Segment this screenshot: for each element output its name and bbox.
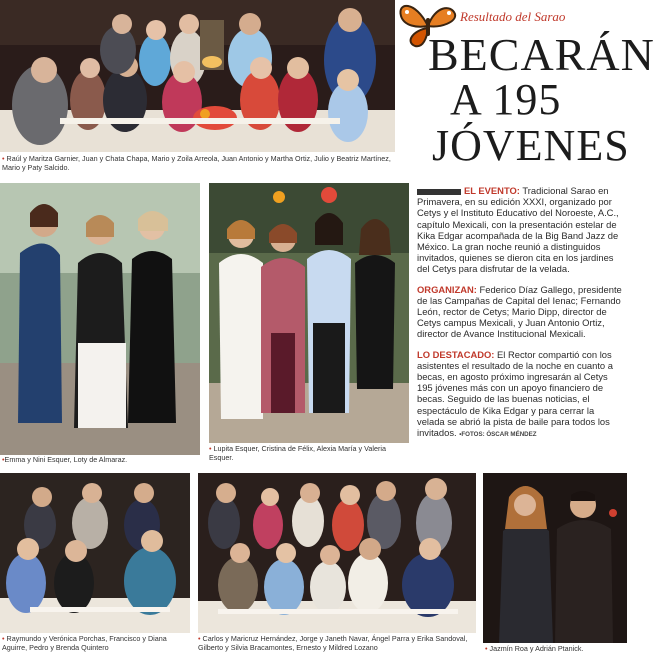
caption-bullet: •: [485, 644, 488, 653]
lupita-photo: [209, 183, 409, 443]
raymundo-caption: [2, 635, 192, 652]
top-group-photo: [0, 0, 395, 152]
photo-credit: •FOTOS: ÓSCAR MÉNDEZ: [459, 431, 537, 439]
lupita-caption: [209, 445, 409, 462]
caption-bullet: •: [2, 455, 5, 464]
caption-bullet: •: [2, 154, 5, 163]
evento-text: Tradicional Sarao en Primavera, en su edición XXXI, organizado por Cetys y el Instituto Educativo del Noroeste, A.C., capítulo Mexicali, con la presentación estelar de Kika Edgar acompañada de la Big Band Jazz de México. La gran noche reunió a distinguidos invitados, quienes se dieron cita en los jardines del Cetys para disfrutar de la velada.: [417, 185, 619, 275]
jazmin-caption-text: Jazmín Roa y Adrián Ptanick.: [489, 644, 584, 653]
carlos-photo: [198, 473, 476, 633]
headline-line-1: BECARÁN: [428, 29, 655, 80]
caption-bullet: •: [2, 634, 5, 643]
article-destacado: [417, 349, 624, 441]
jazmin-photo: [483, 473, 627, 643]
caption-bullet: •: [198, 634, 201, 643]
article-organizan: [417, 284, 624, 340]
caption-bullet: •: [209, 444, 212, 453]
emma-photo: [0, 183, 200, 455]
headline-line-3: JÓVENES: [432, 121, 630, 170]
top-photo-caption-text: Raúl y Maritza Garnier, Juan y Chata Chapa, Mario y Zoila Arreola, Juan Antonio y Martha Ortiz, Julio y Beatriz Martínez, Mario y Paty Salcido.: [2, 154, 391, 172]
article-evento: [417, 185, 624, 275]
organizan-text: Federico Díaz Gallego, presidente de las Campañas de Capital del Ienac; Fernando León, rector de Cetys; Mario Dipp, director de Cetys campus Mexicali, y Juan Antonio Ortiz, director de Avance Institucional Mexicali.: [417, 283, 622, 340]
section-bar: [417, 189, 461, 195]
carlos-caption-text: Carlos y Maricruz Hernández, Jorge y Janeth Navar, Ángel Parra y Erika Sandoval, Gilberto y Silvia Bracamontes, Ernesto y Mildred Lozano: [198, 634, 468, 652]
raymundo-photo: [0, 473, 190, 633]
emma-caption-text: Emma y Nini Esquer, Loty de Almaraz.: [4, 455, 128, 464]
raymundo-caption-text: Raymundo y Verónica Porchas, Francisco y Diana Aguirre, Pedro y Brenda Quintero: [2, 634, 167, 652]
organizan-label: ORGANIZAN:: [417, 283, 477, 295]
emma-caption: [2, 456, 200, 465]
section-label: Resultado del Sarao: [460, 9, 566, 24]
jazmin-caption: [485, 645, 627, 654]
carlos-caption: [198, 635, 478, 652]
destacado-text: El Rector compartió con los asistentes el resultado de la noche en cuanto a becas, en agosto próximo ingresarán al Cetys 195 jóvenes más con un apoyo financiero de becas. Seguido de las buenas noticias, el espectáculo de Kika Edgar y para cerrar la velada se abrió la pista de baile para todos los invitados.: [417, 348, 613, 439]
article-body: [417, 185, 624, 449]
headline-line-2: A 195: [450, 75, 562, 124]
top-photo-caption: [2, 155, 394, 172]
lupita-caption-text: Lupita Esquer, Cristina de Félix, Alexia María y Valeria Esquer.: [209, 444, 386, 462]
evento-label: EL EVENTO:: [464, 185, 520, 196]
destacado-label: LO DESTACADO:: [417, 348, 495, 360]
